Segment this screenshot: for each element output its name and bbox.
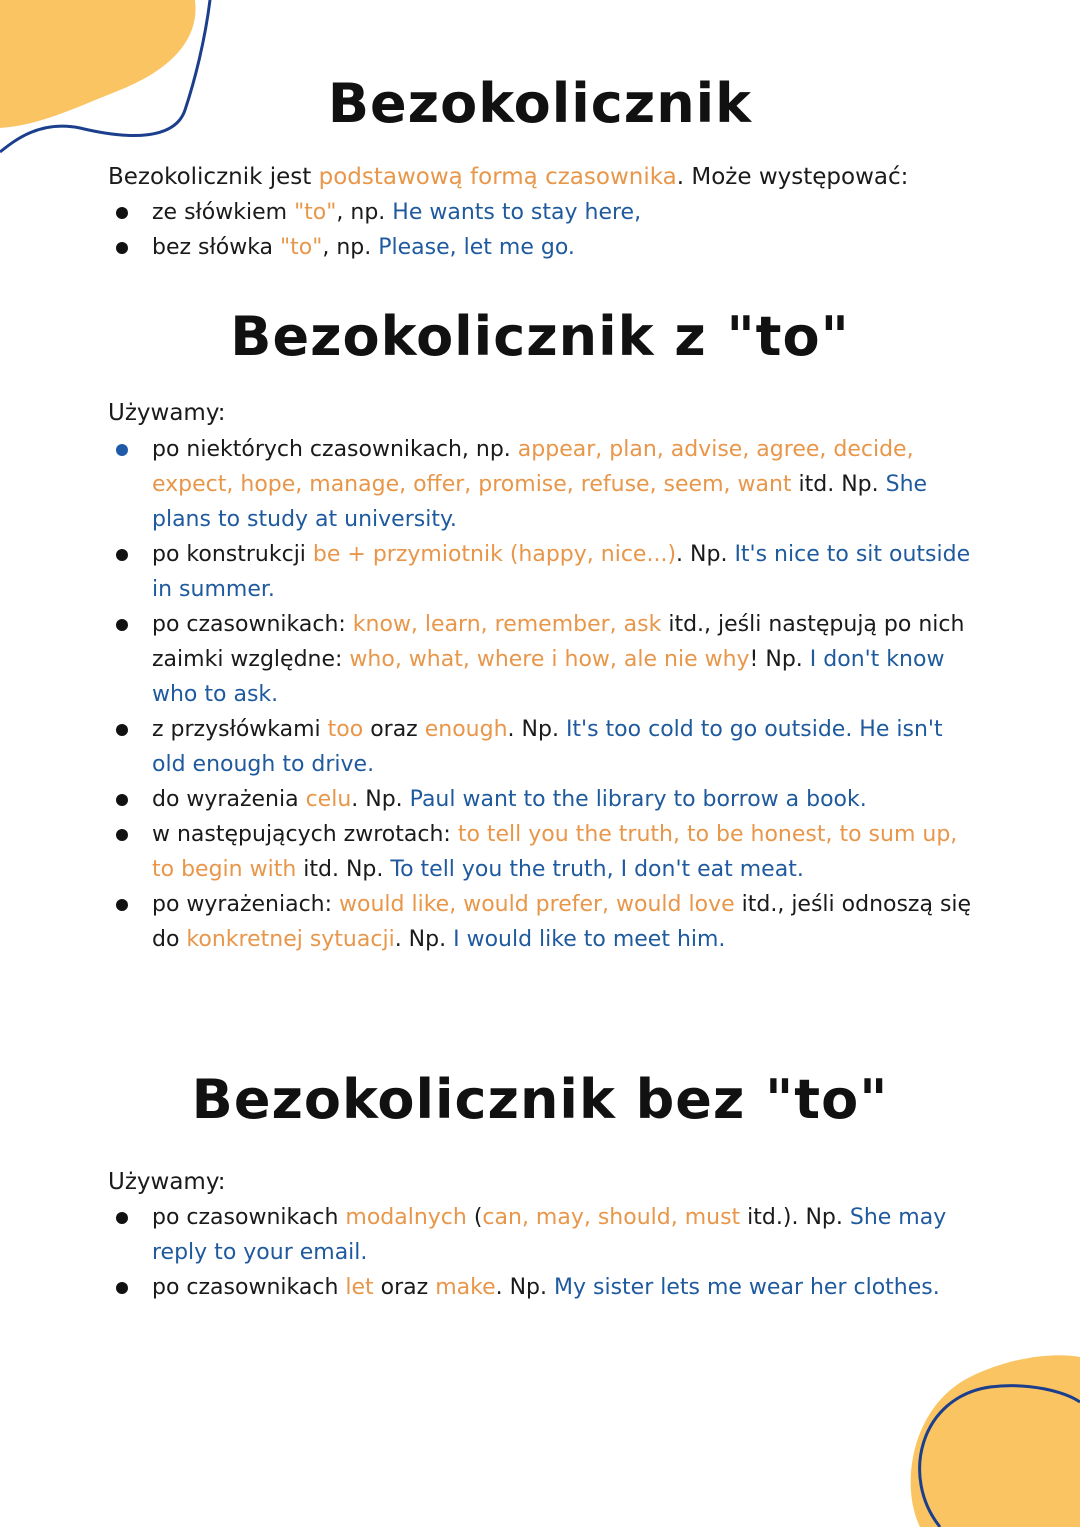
bullet-icon bbox=[116, 899, 128, 911]
bullet-icon bbox=[116, 724, 128, 736]
intro-text-end: . Może występować: bbox=[676, 164, 909, 190]
list-item: do wyrażenia celu. Np. Paul want to the library to borrow a book. bbox=[110, 782, 980, 817]
list-item: po czasownikach modalnych (can, may, should, must itd.). Np. She may reply to your email. bbox=[110, 1200, 980, 1270]
bullet-icon bbox=[116, 1212, 128, 1224]
intro-paragraph bbox=[108, 160, 988, 195]
list-item: bez słówka "to", np. Please, let me go. bbox=[110, 230, 980, 265]
list-item: po konstrukcji be + przymiotnik (happy, nice...). Np. It's nice to sit outside in summer. bbox=[110, 537, 980, 607]
list-item: po czasownikach: know, learn, remember, ask itd., jeśli następują po nich zaimki względne: who, what, where i how, ale nie why! Np. I don't know who to ask. bbox=[110, 607, 980, 712]
list-item: po czasownikach let oraz make. Np. My sister lets me wear her clothes. bbox=[110, 1270, 980, 1305]
bullet-icon bbox=[116, 619, 128, 631]
usage-label: Używamy: bbox=[108, 400, 226, 426]
without-to-list bbox=[110, 1200, 980, 1305]
bullet-icon bbox=[116, 444, 128, 456]
section-title-infinitive: Bezokolicznik bbox=[327, 72, 753, 135]
intro-text: Bezokolicznik jest bbox=[108, 164, 319, 190]
bullet-icon bbox=[116, 207, 128, 219]
section-title-with-to: Bezokolicznik z "to" bbox=[230, 305, 850, 368]
bullet-icon bbox=[116, 794, 128, 806]
usage-label: Używamy: bbox=[108, 1169, 226, 1195]
bullet-icon bbox=[116, 549, 128, 561]
list-item: po niektórych czasownikach, np. appear, plan, advise, agree, decide, expect, hope, manage, offer, promise, refuse, seem, want itd. Np. She plans to study at university. bbox=[110, 432, 980, 537]
bullet-icon bbox=[116, 1282, 128, 1294]
bottom-right-decoration bbox=[880, 1347, 1080, 1527]
list-item: z przysłówkami too oraz enough. Np. It's too cold to go outside. He isn't old enough to drive. bbox=[110, 712, 980, 782]
with-to-list bbox=[110, 432, 980, 957]
intro-highlight: podstawową formą czasownika bbox=[318, 164, 677, 190]
intro-list bbox=[110, 195, 980, 265]
bullet-icon bbox=[116, 242, 128, 254]
bullet-icon bbox=[116, 829, 128, 841]
section-title-without-to: Bezokolicznik bez "to" bbox=[191, 1068, 889, 1131]
list-item: po wyrażeniach: would like, would prefer, would love itd., jeśli odnoszą się do konkretnej sytuacji. Np. I would like to meet him. bbox=[110, 887, 980, 957]
list-item: ze słówkiem "to", np. He wants to stay here, bbox=[110, 195, 980, 230]
list-item: w następujących zwrotach: to tell you the truth, to be honest, to sum up, to begin with itd. Np. To tell you the truth, I don't eat meat. bbox=[110, 817, 980, 887]
